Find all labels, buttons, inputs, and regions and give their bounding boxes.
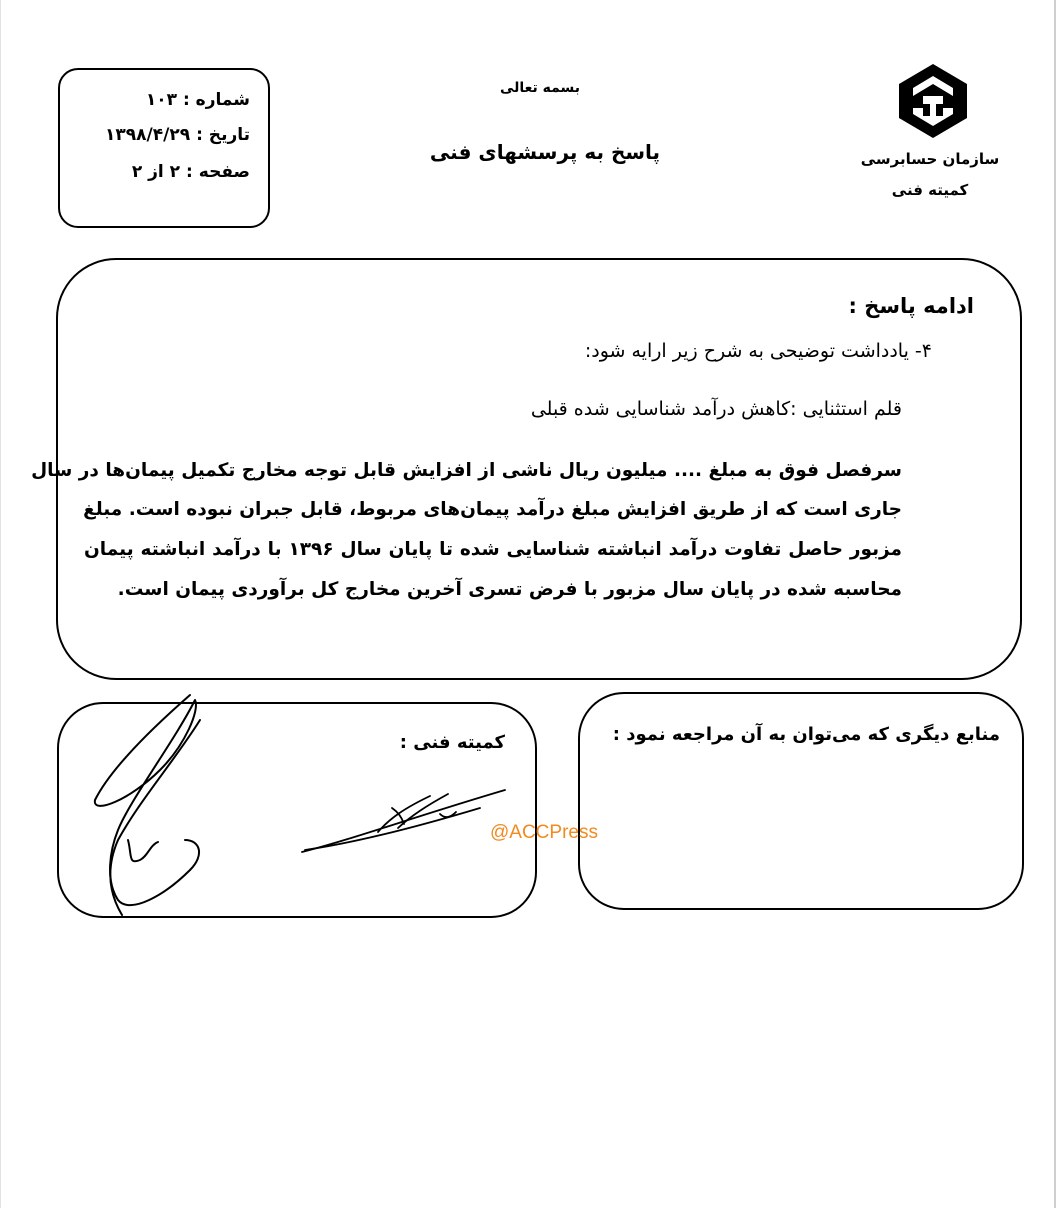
watermark-text: @ACCPress	[490, 822, 598, 843]
date-label: تاریخ :	[196, 125, 250, 145]
other-references-label: منابع دیگری که می‌توان به آن مراجعه نمود :	[612, 724, 1000, 745]
technical-committee-label: کمیته فنی :	[399, 732, 505, 753]
page-label: صفحه :	[186, 162, 250, 182]
body-line-2: جاری است که از طریق افزایش مبلغ درآمد پیمان‌های مربوط، قابل جبران نبوده است. مبلغ	[83, 499, 902, 520]
date-value: ۱۳۹۸/۴/۲۹	[105, 125, 191, 145]
body-line-3: مزبور حاصل تفاوت درآمد انباشته شناسایی شده تا پایان سال ۱۳۹۶ با درآمد انباشته پیمان	[84, 539, 902, 560]
organization-unit: کمیته فنی	[891, 181, 969, 199]
number-label: شماره :	[182, 90, 250, 110]
signature-left	[95, 695, 200, 915]
bismillah-text: بسمه تعالی	[499, 80, 581, 96]
number-value: ۱۰۳	[145, 90, 177, 110]
continued-answer-heading: ادامه پاسخ :	[848, 294, 974, 318]
exceptional-item-text: قلم استثنایی :کاهش درآمد شناسایی شده قبلی	[530, 398, 902, 420]
signature-right	[302, 790, 505, 852]
page-value: ۲ از ۲	[131, 162, 181, 182]
other-references-box	[578, 692, 1024, 910]
body-line-4: محاسبه شده در پایان سال مزبور با فرض تسری آخرین مخارج کل برآوردی پیمان است.	[117, 579, 902, 600]
item-4-text: ۴- یادداشت توضیحی به شرح زیر ارایه شود:	[584, 340, 932, 362]
organization-name: سازمان حسابرسی	[860, 150, 1000, 168]
document-title: پاسخ به پرسشهای فنی	[429, 140, 661, 164]
body-line-1: سرفصل فوق به مبلغ .... میلیون ریال ناشی از افزایش قابل توجه مخارج تکمیل پیمان‌ها در سال	[31, 460, 902, 481]
